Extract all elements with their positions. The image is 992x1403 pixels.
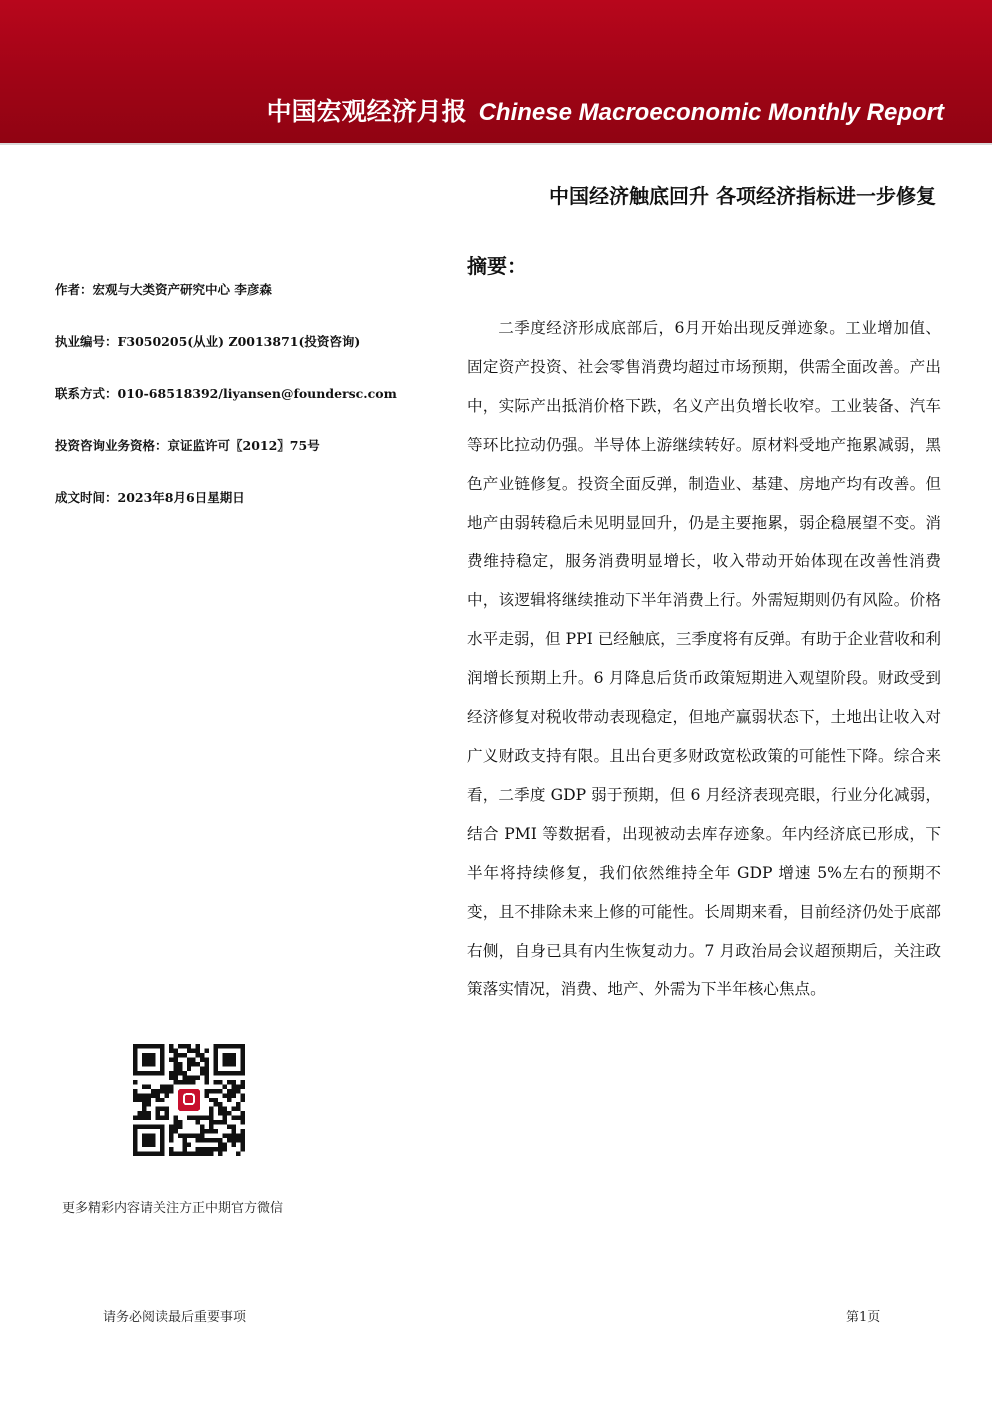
- footer-disclaimer: 请务必阅读最后重要事项: [103, 1310, 247, 1325]
- date-label: 成文时间：: [55, 490, 118, 505]
- author-info: [55, 280, 455, 540]
- contact-value[interactable]: 010-68518392/liyansen@foundersc.com: [117, 386, 397, 401]
- contact-row: [55, 384, 455, 436]
- author-label: 作者：: [55, 282, 93, 297]
- footer-page-number: 第1页: [846, 1310, 881, 1325]
- qr-code-icon: [133, 1044, 245, 1156]
- series-title-en: Chinese Macroeconomic Monthly Report: [478, 99, 944, 126]
- qualification-value: 京证监许可〖2012〗75号: [167, 438, 320, 453]
- qualification-row: [55, 436, 455, 488]
- abstract-label: 摘要：: [467, 254, 527, 278]
- report-title: 中国经济触底回升 各项经济指标进一步修复: [549, 184, 936, 208]
- abstract-text: 二季度经济形成底部后，6月开始出现反弹迹象。工业增加值、固定资产投资、社会零售消费均超过市场预期，供需全面改善。产出中，实际产出抵消价格下跌，名义产出负增长收窄。工业装备、汽车等环比拉动仍强。半导体上游继续转好。原材料受地产拖累减弱，黑色产业链修复。投资全面反弹，制造业、基建、房地产均有改善。但地产由弱转稳后未见明显回升，仍是主要拖累，弱企稳展望不变。消费维持稳定，服务消费明显增长，收入带动开始体现在改善性消费中，该逻辑将继续推动下半年消费上行。外需短期则仍有风险。价格水平走弱，但 PPI 已经触底，三季度将有反弹。有助于企业营收和利润增长预期上升。6 月降息后货币政策短期进入观望阶段。财政受到经济修复对税收带动表现稳定，但地产赢弱状态下，土地出让收入对广义财政支持有限。且出台更多财政宽松政策的可能性下降。综合来看，二季度 GDP 弱于预期，但 6 月经济表现亮眼，行业分化减弱，结合 PMI 等数据看，出现被动去库存迹象。年内经济底已形成，下半年将持续修复，我们依然维持全年 GDP 增速 5%左右的预期不变，且不排除未来上修的可能性。长周期来看，目前经济仍处于底部右侧，自身已具有内生恢复动力。7 月政治局会议超预期后，关注政策落实情况，消费、地产、外需为下半年核心焦点。: [467, 319, 941, 999]
- brand-logo-icon: [178, 1089, 200, 1111]
- series-title-cn: 中国宏观经济月报: [266, 97, 467, 126]
- license-row: [55, 332, 455, 384]
- date-row: [55, 488, 455, 540]
- author-value: 宏观与大类资产研究中心 李彦森: [92, 282, 272, 297]
- author-row: [55, 280, 455, 332]
- header-divider: [0, 143, 992, 145]
- qr-caption: 更多精彩内容请关注方正中期官方微信: [62, 1201, 284, 1216]
- qualification-label: 投资咨询业务资格：: [55, 438, 168, 453]
- license-value: F3050205(从业) Z0013871(投资咨询): [117, 334, 361, 349]
- contact-label: 联系方式：: [55, 386, 118, 401]
- report-series-title: [267, 92, 944, 132]
- license-label: 执业编号：: [55, 334, 118, 349]
- date-value: 2023年8月6日星期日: [117, 490, 245, 505]
